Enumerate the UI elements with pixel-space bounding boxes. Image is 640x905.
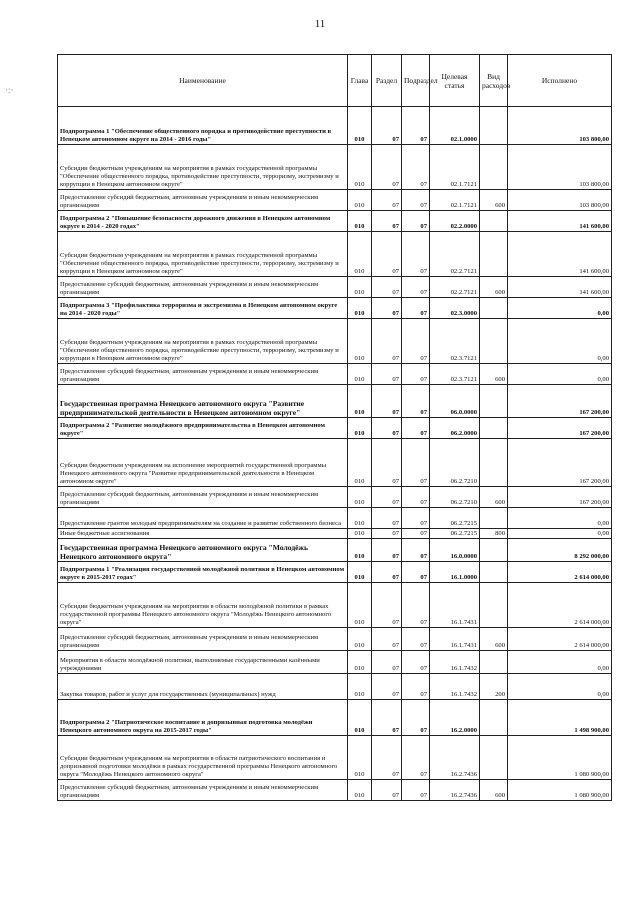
row-subsection: 07 <box>402 190 430 211</box>
table-row <box>58 651 612 674</box>
row-subsection: 07 <box>402 508 430 529</box>
row-target: 02.2.7121 <box>430 277 480 298</box>
row-section: 07 <box>372 298 402 319</box>
row-name: Иные бюджетные ассигнования <box>58 529 348 539</box>
row-chapter: 010 <box>348 780 372 801</box>
row-chapter: 010 <box>348 628 372 651</box>
row-target: 02.1.7121 <box>430 145 480 190</box>
row-name: Государственная программа Ненецкого автономного округа "Молодёжь Ненецкого автономного округа" <box>58 539 348 562</box>
row-name: Предоставление грантов молодым предпринимателям на создание и развитие собственного бизнеса <box>58 508 348 529</box>
row-exp-type <box>480 439 508 487</box>
row-name: Субсидии бюджетным учреждениям на мероприятия в области молодёжной политики в рамках государственной программы Ненецкого автономного округа "Молодёжь Ненецкого автономного округа" <box>58 583 348 628</box>
row-executed: 0,00 <box>508 651 612 674</box>
row-executed: 0,00 <box>508 674 612 700</box>
row-name: Предоставление субсидий бюджетным, автономным учреждениям и иным некоммерческим организациям <box>58 190 348 211</box>
row-name: Подпрограмма 1 "Реализация государственной молодёжной политики в Ненецком автономном округе в 2015-2017 годах" <box>58 562 348 583</box>
row-executed: 141 600,00 <box>508 211 612 232</box>
row-name: Подпрограмма 2 "Патриотическое воспитание и допризывная подготовка молодёжи Ненецкого автономного округа на 2015-2017 годы" <box>58 700 348 736</box>
table-row <box>58 190 612 211</box>
row-chapter: 010 <box>348 211 372 232</box>
row-executed: 0,00 <box>508 364 612 385</box>
row-name: Предоставление субсидий бюджетным, автономным учреждениям и иным некоммерческим организациям <box>58 780 348 801</box>
row-target: 02.2.7121 <box>430 232 480 277</box>
row-subsection: 07 <box>402 277 430 298</box>
row-section: 07 <box>372 487 402 508</box>
row-exp-type <box>480 107 508 145</box>
row-target: 16.1.7432 <box>430 651 480 674</box>
row-chapter: 010 <box>348 277 372 298</box>
table-row <box>58 439 612 487</box>
row-section: 07 <box>372 418 402 439</box>
row-exp-type <box>480 211 508 232</box>
row-exp-type <box>480 145 508 190</box>
row-target: 16.1.7432 <box>430 674 480 700</box>
row-exp-type: 600 <box>480 364 508 385</box>
row-section: 07 <box>372 651 402 674</box>
row-section: 07 <box>372 107 402 145</box>
row-chapter: 010 <box>348 232 372 277</box>
row-chapter: 010 <box>348 107 372 145</box>
row-subsection: 07 <box>402 439 430 487</box>
row-chapter: 010 <box>348 529 372 539</box>
row-target: 02.3.0000 <box>430 298 480 319</box>
row-section: 07 <box>372 736 402 780</box>
row-target: 06.2.7210 <box>430 439 480 487</box>
row-chapter: 010 <box>348 145 372 190</box>
row-subsection: 07 <box>402 211 430 232</box>
table-row <box>58 277 612 298</box>
row-section: 07 <box>372 583 402 628</box>
row-exp-type <box>480 418 508 439</box>
row-exp-type <box>480 539 508 562</box>
row-chapter: 010 <box>348 319 372 364</box>
row-subsection: 07 <box>402 145 430 190</box>
row-subsection: 07 <box>402 232 430 277</box>
row-section: 07 <box>372 539 402 562</box>
row-target: 06.2.7215 <box>430 529 480 539</box>
row-target: 02.2.0000 <box>430 211 480 232</box>
row-section: 07 <box>372 508 402 529</box>
row-target: 16.2.7436 <box>430 736 480 780</box>
table-row <box>58 508 612 529</box>
row-name: Государственная программа Ненецкого автономного округа "Развитие предпринимательской деятельности в Ненецком автономном округе" <box>58 385 348 418</box>
table-row <box>58 211 612 232</box>
row-chapter: 010 <box>348 562 372 583</box>
row-target: 02.3.7121 <box>430 319 480 364</box>
row-exp-type: 600 <box>480 780 508 801</box>
row-target: 02.3.7121 <box>430 364 480 385</box>
row-executed: 103 800,00 <box>508 107 612 145</box>
row-chapter: 010 <box>348 508 372 529</box>
row-subsection: 07 <box>402 780 430 801</box>
row-executed: 167 200,00 <box>508 487 612 508</box>
row-exp-type: 600 <box>480 628 508 651</box>
row-executed: 2 614 000,00 <box>508 628 612 651</box>
row-exp-type <box>480 562 508 583</box>
row-section: 07 <box>372 529 402 539</box>
row-exp-type <box>480 700 508 736</box>
row-section: 07 <box>372 562 402 583</box>
row-executed: 0,00 <box>508 298 612 319</box>
row-section: 07 <box>372 628 402 651</box>
row-name: Закупка товаров, работ и услуг для государственных (муниципальных) нужд <box>58 674 348 700</box>
row-name: Субсидии бюджетным учреждениям на исполнение мероприятий государственной программы Ненецкого автономного округа "Развитие предпринимательской деятельности в Ненецком автономном округе" <box>58 439 348 487</box>
table-row <box>58 364 612 385</box>
row-subsection: 07 <box>402 539 430 562</box>
table-row <box>58 700 612 736</box>
row-exp-type <box>480 736 508 780</box>
row-chapter: 010 <box>348 298 372 319</box>
margin-mark: ·:· <box>5 85 14 95</box>
row-executed: 141 600,00 <box>508 277 612 298</box>
row-section: 07 <box>372 700 402 736</box>
table-row <box>58 232 612 277</box>
row-section: 07 <box>372 780 402 801</box>
row-chapter: 010 <box>348 364 372 385</box>
table-row <box>58 736 612 780</box>
row-chapter: 010 <box>348 651 372 674</box>
row-exp-type <box>480 232 508 277</box>
row-executed: 141 600,00 <box>508 232 612 277</box>
row-target: 16.2.7436 <box>430 780 480 801</box>
row-exp-type <box>480 651 508 674</box>
row-name: Мероприятия в области молодёжной политики, выполняемые государственными казёнными учреждениями <box>58 651 348 674</box>
table-row <box>58 107 612 145</box>
row-subsection: 07 <box>402 562 430 583</box>
table-row <box>58 780 612 801</box>
row-subsection: 07 <box>402 298 430 319</box>
row-name: Предоставление субсидий бюджетным, автономным учреждениям и иным некоммерческим организациям <box>58 364 348 385</box>
table-row <box>58 674 612 700</box>
header-section: Раздел <box>372 55 402 107</box>
table-header-row <box>58 55 612 107</box>
row-executed: 1 080 900,00 <box>508 736 612 780</box>
row-name: Предоставление субсидий бюджетным, автономным учреждениям и иным некоммерческим организациям <box>58 628 348 651</box>
row-executed: 2 614 000,00 <box>508 583 612 628</box>
header-executed: Исполнено <box>508 55 612 107</box>
row-exp-type: 600 <box>480 277 508 298</box>
row-exp-type: 800 <box>480 529 508 539</box>
row-chapter: 010 <box>348 418 372 439</box>
header-chapter: Глава <box>348 55 372 107</box>
row-name: Субсидии бюджетным учреждениям на мероприятия в области патриотического воспитания и допризывной подготовки молодёжи в рамках государственной программы Ненецкого автономного округа "Молодёжь Ненецкого автономного округа" <box>58 736 348 780</box>
row-executed: 2 614 000,00 <box>508 562 612 583</box>
row-chapter: 010 <box>348 190 372 211</box>
row-section: 07 <box>372 674 402 700</box>
row-target: 06.2.7215 <box>430 508 480 529</box>
row-section: 07 <box>372 232 402 277</box>
table-row <box>58 487 612 508</box>
table-row <box>58 385 612 418</box>
row-target: 16.1.7431 <box>430 628 480 651</box>
row-subsection: 07 <box>402 736 430 780</box>
row-exp-type <box>480 319 508 364</box>
row-subsection: 07 <box>402 674 430 700</box>
table-row <box>58 145 612 190</box>
row-executed: 0,00 <box>508 319 612 364</box>
row-chapter: 010 <box>348 736 372 780</box>
row-executed: 0,00 <box>508 529 612 539</box>
row-subsection: 07 <box>402 700 430 736</box>
table-row <box>58 298 612 319</box>
table-row <box>58 562 612 583</box>
table-row <box>58 529 612 539</box>
row-executed: 103 800,00 <box>508 145 612 190</box>
header-target: Целевая статья <box>430 55 480 107</box>
row-name: Подпрограмма 1 "Обеспечение общественного порядка и противодействие преступности в Ненецком автономном округе на 2014 - 2016 годы" <box>58 107 348 145</box>
row-executed: 8 292 000,00 <box>508 539 612 562</box>
row-executed: 167 200,00 <box>508 418 612 439</box>
row-subsection: 07 <box>402 418 430 439</box>
header-exp-type: Вид расходов <box>480 55 508 107</box>
row-name: Субсидии бюджетным учреждениям на мероприятия в рамках государственной программы "Обеспечение общественного порядка, противодействие преступности, терроризму, экстремизму и коррупции в Ненецком автономном округе" <box>58 145 348 190</box>
row-exp-type: 200 <box>480 674 508 700</box>
table-row <box>58 319 612 364</box>
budget-table <box>57 54 612 801</box>
row-executed: 167 200,00 <box>508 385 612 418</box>
row-target: 16.0.0000 <box>430 539 480 562</box>
row-section: 07 <box>372 211 402 232</box>
table-row <box>58 583 612 628</box>
row-subsection: 07 <box>402 364 430 385</box>
row-exp-type: 600 <box>480 190 508 211</box>
row-target: 02.1.7121 <box>430 190 480 211</box>
row-section: 07 <box>372 439 402 487</box>
row-section: 07 <box>372 364 402 385</box>
row-subsection: 07 <box>402 319 430 364</box>
row-target: 06.0.0000 <box>430 385 480 418</box>
page-number: 11 <box>314 18 326 30</box>
row-chapter: 010 <box>348 583 372 628</box>
row-chapter: 010 <box>348 439 372 487</box>
row-subsection: 07 <box>402 385 430 418</box>
row-subsection: 07 <box>402 583 430 628</box>
row-target: 16.1.7431 <box>430 583 480 628</box>
row-subsection: 07 <box>402 107 430 145</box>
table-row <box>58 628 612 651</box>
row-subsection: 07 <box>402 529 430 539</box>
row-name: Подпрограмма 2 "Повышение безопасности дорожного движения в Ненецком автономном округе в 2014 - 2020 годах" <box>58 211 348 232</box>
row-exp-type <box>480 508 508 529</box>
row-executed: 1 080 900,00 <box>508 780 612 801</box>
row-target: 16.2.0000 <box>430 700 480 736</box>
table-row <box>58 539 612 562</box>
table-row <box>58 418 612 439</box>
row-executed: 167 200,00 <box>508 439 612 487</box>
row-executed: 1 498 900,00 <box>508 700 612 736</box>
row-chapter: 010 <box>348 487 372 508</box>
row-chapter: 010 <box>348 674 372 700</box>
row-exp-type: 600 <box>480 487 508 508</box>
row-name: Субсидии бюджетным учреждениям на мероприятия в рамках государственной программы "Обеспечение общественного порядка, противодействие преступности, терроризму, экстремизму и коррупции в Ненецком автономном округе" <box>58 232 348 277</box>
table-body <box>58 107 612 801</box>
row-chapter: 010 <box>348 385 372 418</box>
row-chapter: 010 <box>348 539 372 562</box>
row-target: 06.2.7210 <box>430 487 480 508</box>
row-section: 07 <box>372 385 402 418</box>
row-target: 06.2.0000 <box>430 418 480 439</box>
row-executed: 0,00 <box>508 508 612 529</box>
row-exp-type <box>480 583 508 628</box>
row-exp-type <box>480 298 508 319</box>
row-name: Предоставление субсидий бюджетным, автономным учреждениям и иным некоммерческим организациям <box>58 277 348 298</box>
header-subsection: Подраздел <box>402 55 430 107</box>
row-subsection: 07 <box>402 487 430 508</box>
row-name: Субсидии бюджетным учреждениям на мероприятия в рамках государственной программы "Обеспечение общественного порядка, противодействие преступности, терроризму, экстремизму и коррупции в Ненецком автономном округе" <box>58 319 348 364</box>
row-chapter: 010 <box>348 700 372 736</box>
row-section: 07 <box>372 277 402 298</box>
row-subsection: 07 <box>402 651 430 674</box>
row-subsection: 07 <box>402 628 430 651</box>
row-exp-type <box>480 385 508 418</box>
row-name: Предоставление субсидий бюджетным, автономным учреждениям и иным некоммерческим организациям <box>58 487 348 508</box>
row-name: Подпрограмма 3 "Профилактика терроризма и экстремизма в Ненецком автономном округе на 2014 - 2020 годы" <box>58 298 348 319</box>
row-section: 07 <box>372 190 402 211</box>
row-target: 02.1.0000 <box>430 107 480 145</box>
row-executed: 103 800,00 <box>508 190 612 211</box>
row-name: Подпрограмма 2 "Развитие молодёжного предпринимательства в Ненецком автономном округе" <box>58 418 348 439</box>
row-section: 07 <box>372 319 402 364</box>
header-name: Наименование <box>58 55 348 107</box>
row-target: 16.1.0000 <box>430 562 480 583</box>
row-section: 07 <box>372 145 402 190</box>
